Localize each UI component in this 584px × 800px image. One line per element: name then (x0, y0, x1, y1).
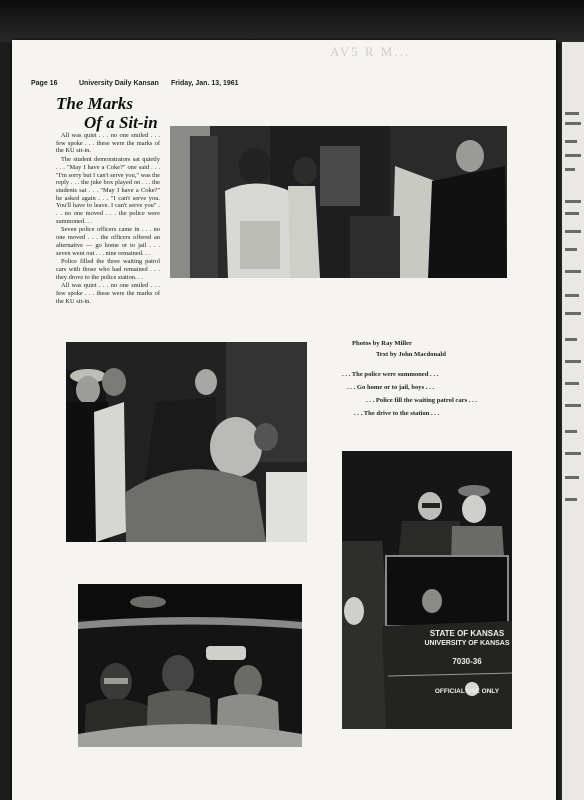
issue-date: Friday, Jan. 13, 1961 (171, 80, 239, 87)
story-paragraph: Police filled the three waiting patrol cars with those who had remained . . . they drove to the police station. . . (56, 258, 160, 281)
caption-line: . . . The police were summoned . . . (342, 371, 439, 378)
photo-police-alternative (66, 342, 307, 542)
story-paragraph: Seven police officers came in . . . no one moved . . . the officers offered an alternative — go home or to jail . . . seven went out . . . nine remained. . . (56, 226, 160, 257)
story-body (56, 132, 160, 306)
page-number: Page 16 (31, 80, 58, 87)
scan-dark-border (0, 0, 584, 42)
caption-line: . . . The drive to the station . . . (354, 410, 440, 417)
story-paragraph: All was quiet . . . no one smiled . . . few spoke . . . these were the marks of the KU sit-in. (56, 282, 160, 305)
caption-line: . . . Police fill the waiting patrol cars . . . (366, 397, 478, 404)
photo-counter-summoned (170, 126, 507, 278)
car-door-line-3: OFFICIAL USE ONLY (434, 688, 500, 695)
caption-line: . . . Go home or to jail, boys . . . (347, 384, 435, 391)
bleed-through-text: AV5 R M... (330, 44, 411, 59)
car-door-lettering (422, 629, 512, 697)
story-paragraph: All was quiet . . . no one smiled . . . few spoke . . . these were the marks of the KU sit-in. (56, 132, 160, 155)
car-door-line-2: UNIVERSITY OF KANSAS (424, 640, 510, 647)
headline-line-1: The Marks (56, 94, 133, 113)
story-paragraph: The student demonstrators sat quietly . . . "May I have a Coke?" one said . . . "I'm sorry but I can't serve you," was the reply . . . the juke box played on . . . the students sat . . . "May I have a Coke?" he asked again . . . "I can't serve you. You'll have to leave. I can't serve you" . . . no one moved . . . the police were summoned. . . (56, 156, 160, 225)
car-door-line-1: STATE OF KANSAS (429, 629, 505, 638)
caption-list (342, 368, 477, 420)
adjacent-page-edge (560, 42, 584, 800)
photo-patrol-car-rear (78, 584, 302, 747)
photo-credits (352, 338, 446, 360)
photo-credit: Photos by Ray Miller (352, 340, 412, 347)
photo-patrol-car-door (342, 451, 512, 729)
headline-line-2: Of a Sit-in (84, 113, 158, 132)
story-headline (56, 94, 158, 132)
text-credit: Text by John Macdonald (376, 351, 446, 358)
car-door-number: 7030-36 (452, 657, 482, 666)
newspaper-name: University Daily Kansan (79, 80, 159, 87)
